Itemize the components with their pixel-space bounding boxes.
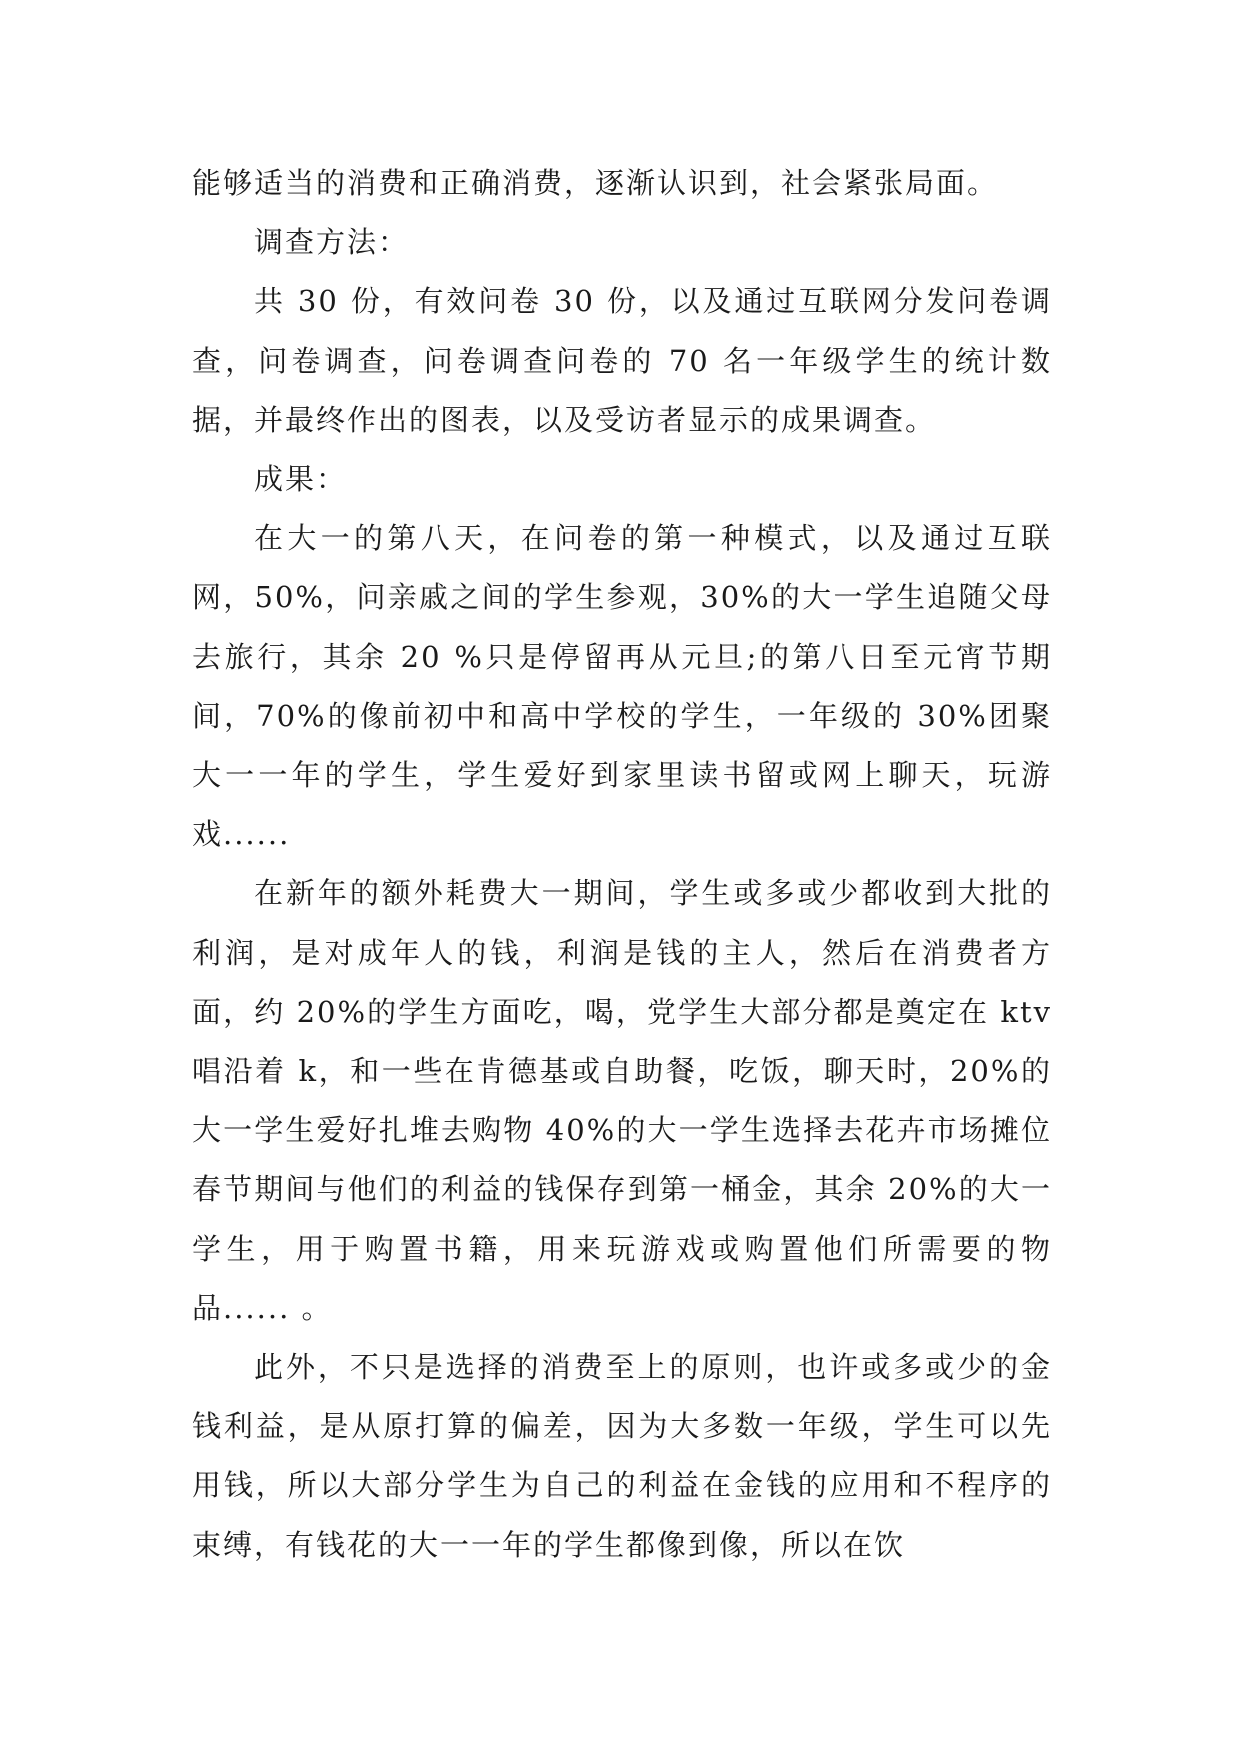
document-body xyxy=(192,154,1052,1575)
paragraph-results-holiday: 在大一的第八天，在问卷的第一种模式，以及通过互联网，50%，问亲戚之间的学生参观，30%的大一学生追随父母去旅行，其余 20 %只是停留再从元旦;的第八日至元宵节期间，70%的像前初中和高中学校的学生，一年级的 30%团聚大一一年的学生，学生爱好到家里读书留或网上聊天，玩游戏...... xyxy=(192,521,1052,852)
paragraph-results-spending: 在新年的额外耗费大一期间，学生或多或少都收到大批的利润，是对成年人的钱，利润是钱的主人，然后在消费者方面，约 20%的学生方面吃，喝，党学生大部分都是奠定在 ktv 唱沿着 k，和一些在肯德基或自助餐，吃饭，聊天时，20%的大一学生爱好扎堆去购物 40%的大一学生选择去花卉市场摊位春节期间与他们的利益的钱保存到第一桶金，其余 20%的大一学生，用于购置书籍，用来玩游戏或购置他们所需要的物品...... 。 xyxy=(192,876,1052,1325)
paragraph-intro-continuation: 能够适当的消费和正确消费，逐渐认识到，社会紧张局面。 xyxy=(192,166,999,200)
paragraph-survey-method: 共 30 份，有效问卷 30 份，以及通过互联网分发问卷调查，问卷调查，问卷调查问卷的 70 名一年级学生的统计数据，并最终作出的图表，以及受访者显示的成果调查。 xyxy=(192,284,1052,437)
paragraph-additional: 此外，不只是选择的消费至上的原则，也许或多或少的金钱利益，是从原打算的偏差，因为大多数一年级，学生可以先用钱，所以大部分学生为自己的利益在金钱的应用和不程序的束缚，有钱花的大一一年的学生都像到像，所以在饮 xyxy=(192,1350,1052,1562)
heading-results: 成果： xyxy=(254,462,348,497)
heading-survey-method: 调查方法： xyxy=(254,225,410,260)
